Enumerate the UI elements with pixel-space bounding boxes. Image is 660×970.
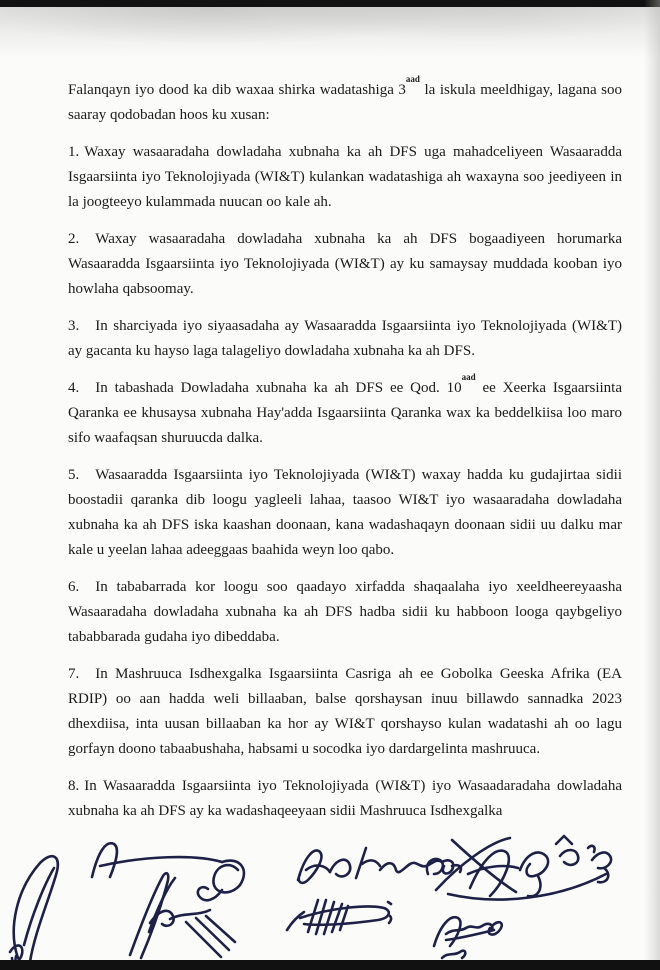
scan-edge-top: [0, 0, 660, 7]
intro-text-cont: la iskula meeldhigay, lagana soo saaray qodobadan hoos ku xusan:: [68, 82, 623, 123]
document-body: [68, 74, 623, 836]
item-text: In tabashada Dowladaha xubnaha ka ah DFS ee Qod. 10: [95, 380, 462, 396]
list-item-3: [68, 314, 622, 364]
list-item-5: [68, 463, 622, 563]
item-text: Waxay wasaaradaha dowladaha xubnaha ka ah DFS bogaadiyeen horumarka Wasaaradda Isgaarsiinta iyo Teknolojiyada (WI&T) ay ku samaysay muddada kooban iyo howlaha qabsoomay.: [68, 231, 622, 297]
superscript: aad: [461, 372, 476, 382]
list-item-6: [68, 575, 622, 650]
item-number: 3.: [68, 318, 80, 334]
signature-2: [92, 843, 244, 900]
signature-3: [130, 873, 235, 958]
item-number: 5.: [68, 467, 80, 483]
signature-5: [287, 900, 391, 934]
item-number: 4.: [68, 380, 80, 396]
scan-edge-bottom: [0, 960, 660, 970]
signature-4: [298, 848, 461, 883]
item-number: 2.: [68, 231, 80, 247]
item-text: In tababarrada kor loogu soo qaadayo xirfadda shaqaalaha iyo xeeldheereyaasha Wasaaradaha dowladaha xubnaha ka ah DFS hadba sidii ku habboon looga qaybgeliyo tababbarada gudaha iyo dibeddaba.: [68, 579, 622, 645]
item-text-cont: ee Xeerka Isgaarsiinta Qaranka ee khusaysa xubnaha Hay'adda Isgaarsiinta Qaranka wax ka beddelkiisa loo maro sifo waafaqsan shuruucda dalka.: [68, 380, 623, 446]
item-text: In Mashruuca Isdhexgalka Isgaarsiinta Casriga ah ee Gobolka Geeska Afrika (EA RDIP) oo aan hadda weli billaaban, balse qorshaysan inuu billawdo sannadka 2023 dhexdiisa, inta uusan billaaban ka hor ay WI&T qorshayso kulan wadatashi ah oo lagu gorfayn doono tabaabushaha, habsami u socodka iyo dardargelinta mashruuca.: [68, 666, 622, 757]
signature-ink-group: [10, 836, 611, 970]
item-number: 8.: [68, 778, 80, 794]
intro-text: Falanqayn iyo dood ka dib waxaa shirka wadatashiga 3: [68, 82, 406, 98]
scan-shadow: [0, 7, 660, 67]
item-text: Waxay wasaaradaha dowladaha xubnaha ka ah DFS uga mahadceliyeen Wasaaradda Isgaarsiinta iyo Teknolojiyada (WI&T) kulankan wadatashiga ah waxayna soo jeediyeen in la joogteeyo kulammada nuucan oo kale ah.: [68, 144, 622, 210]
list-item-8: [68, 774, 622, 824]
list-item-2: [68, 227, 622, 302]
list-item-7: [68, 662, 622, 762]
list-item-4: [68, 372, 623, 451]
superscript: aad: [405, 74, 420, 84]
signature-7: [434, 917, 502, 958]
list-item-1: [68, 140, 622, 215]
signature-1: [10, 856, 58, 970]
intro-paragraph: [68, 74, 623, 128]
signature-6: [427, 836, 611, 900]
item-text: In sharciyada iyo siyaasadaha ay Wasaaradda Isgaarsiinta iyo Teknolojiyada (WI&T) ay gacanta ku hayso laga talageliyo dowladaha xubnaha ka ah DFS.: [68, 318, 622, 359]
page-edge-shadow: [644, 0, 660, 970]
item-text: Wasaaradda Isgaarsiinta iyo Teknolojiyada (WI&T) waxay hadda ku gudajirtaa sidii boostadii qaranka dib loogu yagleeli lahaa, taasoo WI&T iyo wasaaradaha dowladaha xubnaha ka ah DFS iska kaashan doonaan, kana wadashaqayn doonaan sidii uu dalku mar kale u yeelan lahaa adeeggaas baahida weyn loo qabo.: [68, 467, 622, 558]
item-text: In Wasaaradda Isgaarsiinta iyo Teknolojiyada (WI&T) iyo Wasaadaradaha dowladaha xubnaha ka ah DFS ay ka wadashaqeeyaan sidii Mashruuca Isdhexgalka: [68, 778, 622, 819]
item-number: 7.: [68, 666, 80, 682]
item-number: 6.: [68, 579, 80, 595]
item-number: 1.: [68, 144, 80, 160]
signatures-block: [0, 830, 660, 970]
